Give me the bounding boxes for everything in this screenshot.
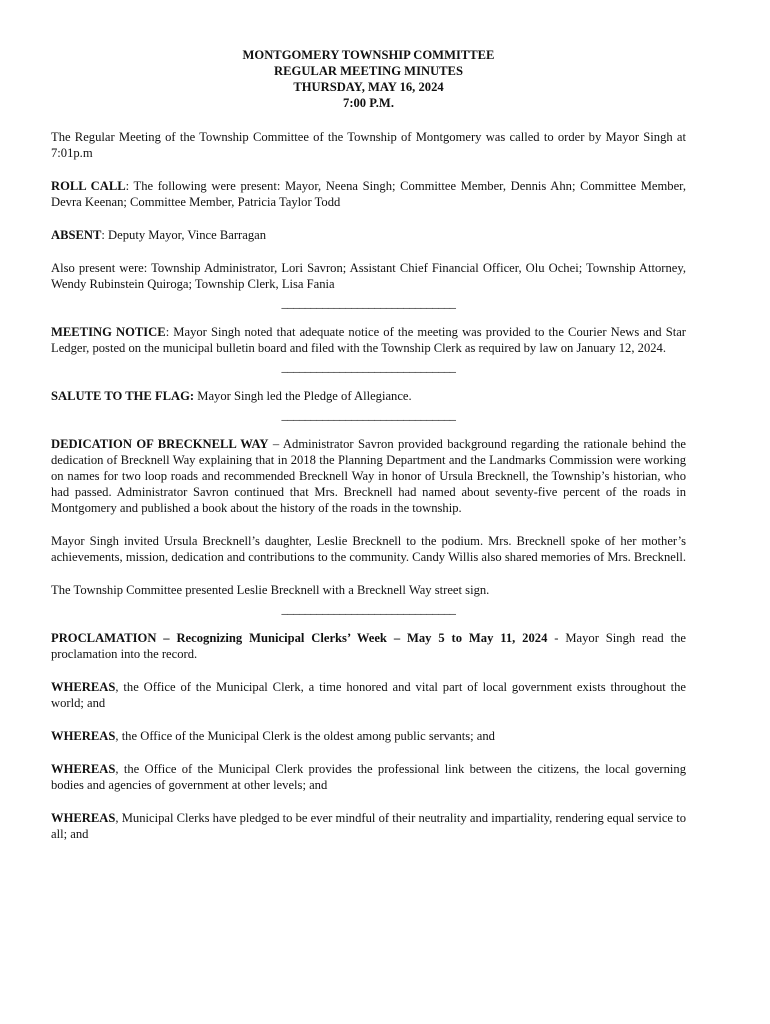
section-separator: ______________________________ xyxy=(281,296,456,310)
whereas-text: , the Office of the Municipal Clerk is the oldest among public servants; and xyxy=(115,729,495,743)
whereas-label: WHEREAS xyxy=(51,680,116,694)
roll-call-label: ROLL CALL xyxy=(51,179,126,193)
meeting-notice-label: MEETING NOTICE xyxy=(51,325,166,339)
meeting-notice-text: : Mayor Singh noted that adequate notice of the meeting was provided to the Courier News and Star Ledger, posted on the municipal bulletin board and filed with the Township Clerk as required by law on January 12, 2024. xyxy=(51,325,686,355)
whereas-paragraph xyxy=(51,810,686,842)
absent-text: : Deputy Mayor, Vince Barragan xyxy=(101,228,267,242)
proclamation-label: PROCLAMATION – Recognizing Municipal Clerks’ Week – May 5 to May 11, 2024 xyxy=(51,631,548,645)
whereas-label: WHEREAS xyxy=(51,762,116,776)
absent-label: ABSENT xyxy=(51,228,102,242)
dedication-label: DEDICATION OF BRECKNELL WAY xyxy=(51,437,269,451)
header-subtitle: REGULAR MEETING MINUTES xyxy=(274,64,463,78)
dedication-paragraph-3: The Township Committee presented Leslie Brecknell with a Brecknell Way street sign. xyxy=(51,583,490,597)
salute-label: SALUTE TO THE FLAG: xyxy=(51,389,195,403)
absent-paragraph xyxy=(51,227,686,243)
salute-text: Mayor Singh led the Pledge of Allegiance. xyxy=(194,389,412,403)
document-header xyxy=(51,47,686,111)
also-present-paragraph: Also present were: Township Administrator, Lori Savron; Assistant Chief Financial Officer, Olu Ochei; Township Attorney, Wendy Rubinstein Quiroga; Township Clerk, Lisa Fania xyxy=(51,261,686,291)
dedication-text: – Administrator Savron provided background regarding the rationale behind the dedication of Brecknell Way explaining that in 2018 the Planning Department and the Landmarks Commission were working on names for two loop roads and recommended Brecknell Way in honor of Ursula Brecknell, the Township’s historian, who had passed. Administrator Savron continued that Mrs. Brecknell had named about seventy-five percent of the roads in Montgomery and published a book about the history of the roads in the township. xyxy=(51,437,686,515)
meeting-notice-paragraph xyxy=(51,324,686,356)
header-date: THURSDAY, MAY 16, 2024 xyxy=(293,80,444,94)
whereas-label: WHEREAS xyxy=(51,811,116,825)
roll-call-paragraph xyxy=(51,178,686,210)
roll-call-text: : The following were present: Mayor, Neena Singh; Committee Member, Dennis Ahn; Committee Member, Devra Keenan; Committee Member, Patricia Taylor Todd xyxy=(51,179,686,209)
salute-paragraph xyxy=(51,388,686,404)
whereas-text: , the Office of the Municipal Clerk, a time honored and vital part of local government exists throughout the world; and xyxy=(51,680,686,710)
section-separator: ______________________________ xyxy=(281,408,456,422)
section-separator: ______________________________ xyxy=(281,360,456,374)
whereas-text: , Municipal Clerks have pledged to be ever mindful of their neutrality and impartiality, rendering equal service to all; and xyxy=(51,811,686,841)
proclamation-text: - Mayor Singh read the proclamation into the record. xyxy=(51,631,686,661)
whereas-paragraph xyxy=(51,728,686,744)
header-time: 7:00 P.M. xyxy=(343,96,394,110)
proclamation-paragraph xyxy=(51,630,686,662)
intro-paragraph: The Regular Meeting of the Township Committee of the Township of Montgomery was called to order by Mayor Singh at 7:01p.m xyxy=(51,130,686,160)
header-title: MONTGOMERY TOWNSHIP COMMITTEE xyxy=(242,48,495,62)
dedication-paragraph xyxy=(51,436,686,516)
whereas-label: WHEREAS xyxy=(51,729,116,743)
section-separator: ______________________________ xyxy=(281,602,456,616)
whereas-text: , the Office of the Municipal Clerk provides the professional link between the citizens, the local governing bodies and agencies of government at other levels; and xyxy=(51,762,686,792)
whereas-paragraph xyxy=(51,761,686,793)
dedication-paragraph-2: Mayor Singh invited Ursula Brecknell’s daughter, Leslie Brecknell to the podium. Mrs. Brecknell spoke of her mother’s achievements, mission, dedication and contributions to the community. Candy Willis also shared memories of Mrs. Brecknell. xyxy=(51,534,687,564)
whereas-paragraph xyxy=(51,679,686,711)
